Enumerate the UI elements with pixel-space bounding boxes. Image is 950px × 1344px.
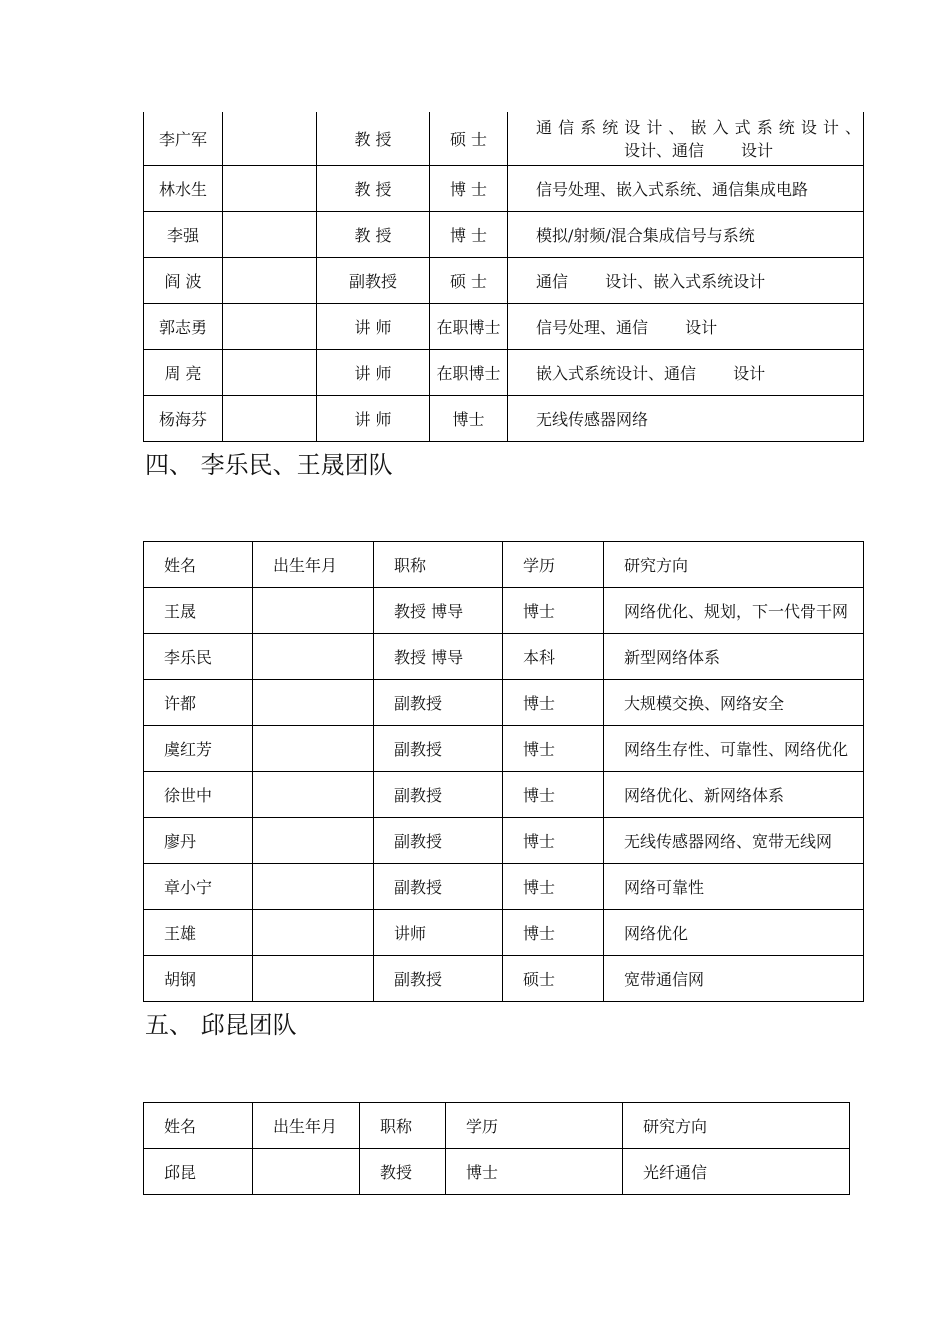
member-direction: 信号处理、通信 设计: [508, 303, 864, 349]
member-name: 李乐民: [144, 634, 253, 680]
member-degree: 本科: [503, 634, 604, 680]
member-birth: [223, 257, 317, 303]
member-title: 教 授: [317, 211, 430, 257]
header-birth: 出生年月: [253, 1103, 360, 1149]
member-degree: 博士: [430, 395, 508, 441]
header-direction: 研究方向: [604, 542, 864, 588]
section-heading-team4: 四、 李乐民、王晟团队: [145, 451, 393, 479]
member-degree: 博士: [503, 910, 604, 956]
member-name: 李广军: [144, 112, 223, 165]
table-row: [144, 112, 864, 165]
member-title: 讲 师: [317, 395, 430, 441]
member-title: 副教授: [374, 818, 503, 864]
member-name: 虞红芳: [144, 726, 253, 772]
member-name: 胡钢: [144, 956, 253, 1002]
member-title: 副教授: [317, 257, 430, 303]
member-direction: 网络优化: [604, 910, 864, 956]
member-title: 副教授: [374, 726, 503, 772]
member-birth: [253, 726, 374, 772]
member-birth: [253, 588, 374, 634]
member-birth: [253, 634, 374, 680]
member-direction: 大规模交换、网络安全: [604, 680, 864, 726]
direction-line-2: 设计、通信 设计: [623, 141, 774, 161]
member-title: 教 授: [317, 165, 430, 211]
member-degree: 博士: [446, 1149, 623, 1195]
member-direction: 嵌入式系统设计、通信 设计: [508, 349, 864, 395]
member-name: 邱昆: [144, 1149, 253, 1195]
header-name: 姓名: [144, 542, 253, 588]
member-direction: 新型网络体系: [604, 634, 864, 680]
member-title: 教授 博导: [374, 588, 503, 634]
member-direction: 网络优化、规划，下一代骨干网: [604, 588, 864, 634]
member-direction: 网络可靠性: [604, 864, 864, 910]
member-degree: 博士: [503, 772, 604, 818]
member-title: 副教授: [374, 772, 503, 818]
team4-table: [143, 541, 864, 1002]
header-title: 职称: [374, 542, 503, 588]
member-direction: 网络优化、新网络体系: [604, 772, 864, 818]
member-name: 郭志勇: [144, 303, 223, 349]
member-birth: [223, 165, 317, 211]
table-header-row: [144, 1103, 850, 1149]
header-degree: 学历: [446, 1103, 623, 1149]
table-row: [144, 864, 864, 910]
member-title: 副教授: [374, 680, 503, 726]
member-degree: 硕士: [503, 956, 604, 1002]
member-degree: 博士: [503, 818, 604, 864]
member-degree: 博士: [503, 680, 604, 726]
table-row: [144, 257, 864, 303]
member-birth: [223, 349, 317, 395]
header-birth: 出生年月: [253, 542, 374, 588]
member-name: 王晟: [144, 588, 253, 634]
member-degree: 在职博士: [430, 303, 508, 349]
table-row: [144, 588, 864, 634]
table-row: [144, 726, 864, 772]
table-header-row: [144, 542, 864, 588]
table-row: [144, 211, 864, 257]
member-birth: [223, 395, 317, 441]
member-birth: [253, 818, 374, 864]
member-direction: 光纤通信: [623, 1149, 850, 1195]
team5-table: [143, 1102, 850, 1195]
member-name: 章小宁: [144, 864, 253, 910]
member-title: 副教授: [374, 864, 503, 910]
table-row: [144, 680, 864, 726]
member-title: 讲 师: [317, 349, 430, 395]
member-direction: [508, 112, 864, 165]
member-name: 周 亮: [144, 349, 223, 395]
member-title: 教 授: [317, 112, 430, 165]
member-degree: 博士: [503, 864, 604, 910]
member-title: 副教授: [374, 956, 503, 1002]
member-birth: [253, 1149, 360, 1195]
table-row: [144, 772, 864, 818]
member-degree: 博 士: [430, 211, 508, 257]
member-degree: 硕 士: [430, 257, 508, 303]
member-degree: 博 士: [430, 165, 508, 211]
member-name: 林水生: [144, 165, 223, 211]
member-birth: [223, 211, 317, 257]
member-name: 徐世中: [144, 772, 253, 818]
table-row: [144, 956, 864, 1002]
member-direction: 无线传感器网络: [508, 395, 864, 441]
member-title: 讲师: [374, 910, 503, 956]
member-name: 廖丹: [144, 818, 253, 864]
header-direction: 研究方向: [623, 1103, 850, 1149]
table-row: [144, 818, 864, 864]
table-row: [144, 634, 864, 680]
member-birth: [253, 864, 374, 910]
member-degree: 硕 士: [430, 112, 508, 165]
member-birth: [253, 956, 374, 1002]
header-degree: 学历: [503, 542, 604, 588]
table-row: [144, 1149, 850, 1195]
member-birth: [223, 303, 317, 349]
table-row: [144, 303, 864, 349]
header-title: 职称: [360, 1103, 446, 1149]
member-direction: 模拟/射频/混合集成信号与系统: [508, 211, 864, 257]
member-birth: [253, 680, 374, 726]
member-birth: [253, 772, 374, 818]
member-title: 教授: [360, 1149, 446, 1195]
member-direction: 信号处理、嵌入式系统、通信集成电路: [508, 165, 864, 211]
member-name: 杨海芬: [144, 395, 223, 441]
direction-line-1: 通信系统设计、嵌入式系统设计、: [536, 118, 861, 138]
header-name: 姓名: [144, 1103, 253, 1149]
member-direction: 通信 设计、嵌入式系统设计: [508, 257, 864, 303]
member-direction: 宽带通信网: [604, 956, 864, 1002]
member-degree: 博士: [503, 726, 604, 772]
member-name: 许都: [144, 680, 253, 726]
team3-table: [143, 112, 864, 442]
member-title: 讲 师: [317, 303, 430, 349]
member-name: 李强: [144, 211, 223, 257]
member-name: 王雄: [144, 910, 253, 956]
table-row: [144, 910, 864, 956]
section-heading-team5: 五、 邱昆团队: [145, 1011, 297, 1039]
member-direction: 无线传感器网络、宽带无线网: [604, 818, 864, 864]
member-degree: 在职博士: [430, 349, 508, 395]
table-row: [144, 395, 864, 441]
member-direction: 网络生存性、可靠性、网络优化: [604, 726, 864, 772]
table-row: [144, 165, 864, 211]
member-birth: [253, 910, 374, 956]
table-row: [144, 349, 864, 395]
member-birth: [223, 112, 317, 165]
member-title: 教授 博导: [374, 634, 503, 680]
member-name: 阎 波: [144, 257, 223, 303]
member-degree: 博士: [503, 588, 604, 634]
